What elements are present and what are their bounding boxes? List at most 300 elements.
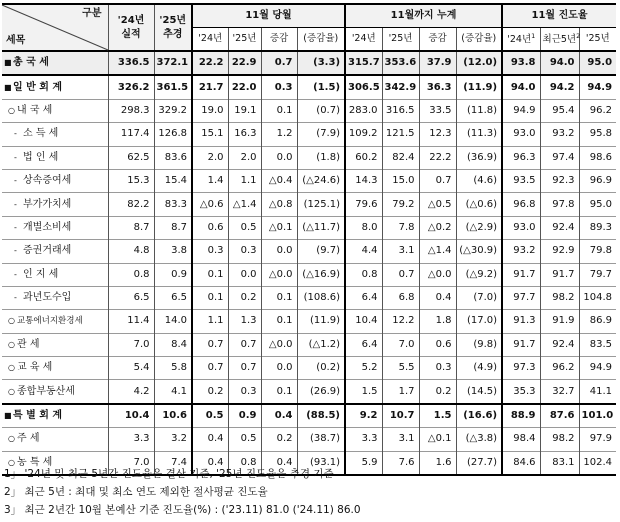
cell-cum-diff: △0.1 [419, 428, 456, 451]
row-label [2, 428, 108, 451]
square-bullet-icon: ■ [4, 411, 12, 421]
cell-rate-recent: 87.6 [540, 404, 579, 428]
cell-nov-diff: △0.8 [261, 193, 297, 216]
sub-rate-recent [540, 28, 579, 52]
sub-cum-diff: 증감 [419, 28, 456, 52]
sub-cum-pct: (증감율) [456, 28, 502, 52]
cell-rate-25: 96.9 [579, 169, 616, 192]
cell-nov-24: △0.6 [192, 193, 228, 216]
cell-nov-24: 0.6 [192, 216, 228, 239]
sub-cum-25: '25년 [382, 28, 419, 52]
cell-rate-recent: 92.3 [540, 169, 579, 192]
cell-cum-pct: (4.9) [456, 357, 502, 380]
cell-cum-diff: 0.3 [419, 357, 456, 380]
row-name: 특 별 회 계 [13, 410, 63, 422]
table-row [2, 146, 616, 169]
cell-cum-24: 4.4 [345, 240, 382, 263]
cell-cum-pct: (14.5) [456, 380, 502, 404]
row-name: 교통에너지환경세 [17, 316, 83, 327]
cell-25-supp: 8.7 [154, 216, 192, 239]
row-name: 내 국 세 [17, 104, 53, 116]
cell-nov-diff: 0.0 [261, 357, 297, 380]
cell-cum-diff: 33.5 [419, 99, 456, 122]
cell-cum-pct: (27.7) [456, 451, 502, 475]
cell-cum-pct: (4.6) [456, 169, 502, 192]
row-label [2, 193, 108, 216]
sub-nov-25: '25년 [228, 28, 261, 52]
cell-nov-25: 22.9 [228, 51, 261, 75]
cell-nov-pct: (△24.6) [297, 169, 345, 192]
sub-rate-25: '25년 [579, 28, 616, 52]
cell-nov-pct: (88.5) [297, 404, 345, 428]
cell-24-actual: 11.4 [108, 310, 154, 333]
cell-rate-25: 94.9 [579, 75, 616, 99]
cell-nov-25: 1.1 [228, 169, 261, 192]
cell-rate-25: 86.9 [579, 310, 616, 333]
cell-nov-24: 0.5 [192, 404, 228, 428]
cell-nov-24: 15.1 [192, 123, 228, 146]
cell-rate-recent: 91.7 [540, 263, 579, 286]
cell-cum-25: 1.7 [382, 380, 419, 404]
cell-rate-24: 96.8 [502, 193, 540, 216]
cell-nov-25: 0.3 [228, 240, 261, 263]
cell-25-supp: 83.6 [154, 146, 192, 169]
cell-nov-25: 1.3 [228, 310, 261, 333]
cell-24-actual: 4.8 [108, 240, 154, 263]
table-row [2, 169, 616, 192]
cell-rate-recent: 98.2 [540, 428, 579, 451]
cell-nov-24: 2.0 [192, 146, 228, 169]
cell-24-actual: 15.3 [108, 169, 154, 192]
tax-revenue-table [2, 3, 616, 476]
cell-nov-25: △1.4 [228, 193, 261, 216]
cell-cum-25: 3.1 [382, 240, 419, 263]
cell-24-actual: 5.4 [108, 357, 154, 380]
circle-bullet-icon: ○ [8, 363, 15, 373]
cell-nov-diff: △0.0 [261, 263, 297, 286]
cell-rate-25: 94.9 [579, 357, 616, 380]
table-row [2, 357, 616, 380]
cell-nov-25: 0.5 [228, 428, 261, 451]
cell-24-actual: 10.4 [108, 404, 154, 428]
cell-cum-24: 5.9 [345, 451, 382, 475]
row-label [2, 216, 108, 239]
cell-rate-25: 96.2 [579, 99, 616, 122]
row-label [2, 75, 108, 99]
cell-nov-25: 2.0 [228, 146, 261, 169]
row-label [2, 333, 108, 356]
sub-rate-recent-footnote: 2 [576, 32, 581, 41]
cell-nov-24: 0.4 [192, 451, 228, 475]
cell-25-supp: 0.9 [154, 263, 192, 286]
cell-nov-24: 19.0 [192, 99, 228, 122]
cell-cum-24: 315.7 [345, 51, 382, 75]
square-bullet-icon: ■ [4, 82, 12, 92]
cell-nov-pct: (93.1) [297, 451, 345, 475]
cell-cum-24: 3.3 [345, 428, 382, 451]
cell-rate-recent: 98.2 [540, 286, 579, 309]
cell-nov-25: 0.7 [228, 333, 261, 356]
cell-rate-recent: 96.2 [540, 357, 579, 380]
table-row [2, 123, 616, 146]
circle-bullet-icon: ○ [8, 105, 15, 115]
cell-cum-diff: 36.3 [419, 75, 456, 99]
cell-25-supp: 372.1 [154, 51, 192, 75]
cell-rate-24: 93.8 [502, 51, 540, 75]
cell-rate-recent: 83.1 [540, 451, 579, 475]
cell-nov-pct: (1.5) [297, 75, 345, 99]
cell-cum-25: 316.5 [382, 99, 419, 122]
cell-cum-25: 7.8 [382, 216, 419, 239]
cell-rate-24: 91.3 [502, 310, 540, 333]
cell-rate-24: 93.0 [502, 216, 540, 239]
cell-25-supp: 83.3 [154, 193, 192, 216]
cell-24-actual: 6.5 [108, 286, 154, 309]
cell-24-actual: 117.4 [108, 123, 154, 146]
corner-header [2, 4, 108, 51]
dash-bullet-icon: - [14, 269, 17, 279]
cell-rate-24: 93.5 [502, 169, 540, 192]
dash-bullet-icon: - [14, 176, 17, 186]
cell-nov-25: 19.1 [228, 99, 261, 122]
cell-rate-24: 96.3 [502, 146, 540, 169]
cell-cum-pct: (36.9) [456, 146, 502, 169]
cell-cum-24: 79.6 [345, 193, 382, 216]
sub-rate-24 [502, 28, 540, 52]
cell-nov-pct: (1.8) [297, 146, 345, 169]
cell-cum-25: 15.0 [382, 169, 419, 192]
cell-cum-diff: 1.5 [419, 404, 456, 428]
cell-nov-pct: (0.2) [297, 357, 345, 380]
cell-cum-25: 3.1 [382, 428, 419, 451]
row-label [2, 380, 108, 404]
cell-nov-pct: (7.9) [297, 123, 345, 146]
row-name: 종합부동산세 [17, 385, 75, 397]
row-name: 과년도수입 [23, 292, 72, 304]
row-name: 주 세 [17, 433, 40, 445]
cell-nov-pct: (△1.2) [297, 333, 345, 356]
row-name: 법 인 세 [23, 151, 59, 163]
table-row [2, 75, 616, 99]
cell-cum-pct: (16.6) [456, 404, 502, 428]
cell-cum-diff: 22.2 [419, 146, 456, 169]
cell-cum-25: 82.4 [382, 146, 419, 169]
cell-nov-diff: 0.4 [261, 404, 297, 428]
cell-nov-pct: (11.9) [297, 310, 345, 333]
row-name: 농 특 세 [17, 456, 53, 468]
cell-cum-pct: (11.8) [456, 99, 502, 122]
cell-nov-25: 0.7 [228, 357, 261, 380]
cell-rate-25: 95.0 [587, 57, 613, 69]
cell-cum-24: 109.2 [345, 123, 382, 146]
cell-nov-pct: (125.1) [297, 193, 345, 216]
corner-label-category: 구분 [82, 8, 102, 19]
square-bullet-icon: ■ [4, 58, 12, 68]
cell-cum-24: 10.4 [345, 310, 382, 333]
cell-25-supp: 361.5 [154, 75, 192, 99]
header-24-actual [108, 4, 154, 51]
row-name: 상속증여세 [23, 175, 72, 187]
cell-nov-24: 1.1 [192, 310, 228, 333]
cell-nov-24: 0.1 [192, 263, 228, 286]
row-name: 관 세 [17, 338, 40, 350]
cell-cum-diff: △1.4 [419, 240, 456, 263]
cell-cum-24: 5.2 [345, 357, 382, 380]
cell-nov-diff: 0.1 [261, 380, 297, 404]
cell-rate-25: 95.0 [579, 193, 616, 216]
cell-rate-25: 104.8 [579, 286, 616, 309]
cell-rate-24: 84.6 [502, 451, 540, 475]
sub-cum-24: '24년 [345, 28, 382, 52]
circle-bullet-icon: ○ [8, 434, 15, 444]
cell-24-actual: 62.5 [108, 146, 154, 169]
cell-nov-diff: 0.7 [261, 51, 297, 75]
dash-bullet-icon: - [14, 152, 17, 162]
cell-rate-25: 79.8 [579, 240, 616, 263]
cell-rate-25: 79.7 [579, 263, 616, 286]
sub-nov-pct: (증감율) [297, 28, 345, 52]
cell-nov-25: 16.3 [228, 123, 261, 146]
cell-rate-24: 91.7 [502, 263, 540, 286]
cell-nov-25: 0.9 [228, 404, 261, 428]
cell-cum-diff: 0.6 [419, 333, 456, 356]
cell-nov-24: 21.7 [192, 75, 228, 99]
cell-nov-pct: (0.7) [297, 99, 345, 122]
cell-cum-25: 0.7 [382, 263, 419, 286]
cell-24-actual: 3.3 [108, 428, 154, 451]
cell-cum-25: 12.2 [382, 310, 419, 333]
cell-rate-24: 93.2 [502, 240, 540, 263]
circle-bullet-icon: ○ [8, 339, 15, 349]
cell-cum-25: 79.2 [382, 193, 419, 216]
cell-nov-24: 0.4 [192, 428, 228, 451]
cell-cum-diff: 1.8 [419, 310, 456, 333]
sub-nov-diff: 증감 [261, 28, 297, 52]
cell-rate-25: 97.9 [579, 428, 616, 451]
row-label [2, 240, 108, 263]
cell-cum-pct: (12.0) [456, 51, 502, 75]
cell-nov-pct: (108.6) [297, 286, 345, 309]
row-label [2, 123, 108, 146]
cell-cum-diff: △0.0 [419, 263, 456, 286]
cell-24-actual: 326.2 [108, 75, 154, 99]
cell-cum-25: 342.9 [382, 75, 419, 99]
cell-nov-pct: (3.3) [297, 51, 345, 75]
cell-nov-diff: 0.1 [261, 310, 297, 333]
cell-cum-diff: △0.2 [419, 216, 456, 239]
table-row [2, 428, 616, 451]
cell-cum-pct: (△2.9) [456, 216, 502, 239]
cell-cum-25: 5.5 [382, 357, 419, 380]
cell-nov-diff: 0.3 [261, 75, 297, 99]
sub-rate-24-label: '24년 [507, 34, 532, 46]
table-row [2, 380, 616, 404]
cell-rate-25: 95.8 [579, 123, 616, 146]
cell-nov-diff: △0.0 [261, 333, 297, 356]
cell-cum-25: 121.5 [382, 123, 419, 146]
cell-rate-24: 94.9 [502, 99, 540, 122]
cell-nov-25: 0.8 [228, 451, 261, 475]
cell-nov-25: 0.0 [228, 263, 261, 286]
cell-24-actual: 298.3 [108, 99, 154, 122]
table-row [2, 193, 616, 216]
cell-nov-diff: 0.0 [261, 240, 297, 263]
cell-24-actual: 336.5 [108, 51, 154, 75]
cell-rate-25: 41.1 [579, 380, 616, 404]
cell-cum-pct: (11.3) [456, 123, 502, 146]
cell-rate-24: 91.7 [502, 333, 540, 356]
cell-cum-24: 306.5 [345, 75, 382, 99]
sub-rate-recent-label: 최근5년 [542, 34, 577, 46]
cell-cum-24: 6.4 [345, 286, 382, 309]
cell-rate-24: 94.0 [502, 75, 540, 99]
cell-cum-24: 1.5 [345, 380, 382, 404]
dash-bullet-icon: - [14, 199, 17, 209]
cell-rate-25: 98.6 [579, 146, 616, 169]
cell-nov-pct: (9.7) [297, 240, 345, 263]
cell-nov-24: 0.2 [192, 380, 228, 404]
cell-rate-recent: 97.4 [540, 146, 579, 169]
header-nov-cumulative: 11월까지 누계 [345, 4, 502, 28]
cell-cum-25: 7.0 [382, 333, 419, 356]
row-label [2, 99, 108, 122]
row-label [2, 263, 108, 286]
cell-nov-24: 22.2 [192, 51, 228, 75]
cell-25-supp: 14.0 [154, 310, 192, 333]
header-24-actual-label: 실적 [121, 28, 141, 40]
cell-cum-diff: 0.2 [419, 380, 456, 404]
cell-cum-diff: △0.5 [419, 193, 456, 216]
cell-25-supp: 126.8 [154, 123, 192, 146]
table-row [2, 404, 616, 428]
cell-nov-pct: (△11.7) [297, 216, 345, 239]
dash-bullet-icon: - [14, 293, 17, 303]
cell-cum-25: 6.8 [382, 286, 419, 309]
cell-25-supp: 10.6 [154, 404, 192, 428]
cell-nov-25: 0.2 [228, 286, 261, 309]
cell-24-actual: 82.2 [108, 193, 154, 216]
cell-cum-24: 6.4 [345, 333, 382, 356]
cell-rate-25: 102.4 [579, 451, 616, 475]
header-24-year: '24년 [117, 14, 145, 26]
cell-nov-diff: 0.1 [261, 99, 297, 122]
table-row [2, 310, 616, 333]
cell-24-actual: 8.7 [108, 216, 154, 239]
row-name: 총 국 세 [13, 57, 49, 69]
cell-cum-diff: 12.3 [419, 123, 456, 146]
cell-rate-24: 97.3 [502, 357, 540, 380]
cell-rate-recent: 95.4 [540, 99, 579, 122]
row-name: 부가가치세 [23, 198, 72, 210]
cell-nov-pct: (38.7) [297, 428, 345, 451]
cell-25-supp: 15.4 [154, 169, 192, 192]
cell-rate-24: 35.3 [502, 380, 540, 404]
dash-bullet-icon: - [14, 222, 17, 232]
cell-cum-25: 7.6 [382, 451, 419, 475]
cell-nov-25: 0.5 [228, 216, 261, 239]
cell-cum-diff: 1.6 [419, 451, 456, 475]
cell-rate-recent: 32.7 [540, 380, 579, 404]
cell-cum-pct: (△30.9) [456, 240, 502, 263]
dash-bullet-icon: - [14, 246, 17, 256]
cell-cum-24: 60.2 [345, 146, 382, 169]
table-row [2, 263, 616, 286]
cell-cum-pct: (9.8) [456, 333, 502, 356]
cell-nov-diff: △0.4 [261, 169, 297, 192]
cell-24-actual: 7.0 [108, 333, 154, 356]
cell-rate-25: 101.0 [579, 404, 616, 428]
cell-nov-24: 0.7 [192, 333, 228, 356]
footnote-1: 1」 '24년 및 최근 5년간 진도율은 결산 기준, '25년 진도율은 추경 기준 [4, 468, 334, 480]
footnotes [4, 465, 361, 519]
cell-25-supp: 8.4 [154, 333, 192, 356]
cell-nov-diff: △0.1 [261, 216, 297, 239]
cell-nov-24: 1.4 [192, 169, 228, 192]
header-nov-progress: 11월 진도율 [502, 4, 616, 28]
row-label [2, 169, 108, 192]
dash-bullet-icon: - [14, 129, 17, 139]
row-name: 소 득 세 [23, 128, 59, 140]
table-row [2, 99, 616, 122]
cell-cum-pct: (7.0) [456, 286, 502, 309]
cell-nov-24: 0.3 [192, 240, 228, 263]
cell-nov-diff: 0.2 [261, 428, 297, 451]
cell-24-actual: 4.2 [108, 380, 154, 404]
table-row [2, 240, 616, 263]
cell-25-supp: 4.1 [154, 380, 192, 404]
circle-bullet-icon: ○ [8, 457, 15, 467]
cell-rate-25: 83.5 [579, 333, 616, 356]
header-25-supp [154, 4, 192, 51]
circle-bullet-icon: ○ [8, 386, 15, 396]
row-label [2, 357, 108, 380]
cell-nov-diff: 0.1 [261, 286, 297, 309]
cell-nov-diff: 0.4 [261, 451, 297, 475]
corner-label-item: 세목 [6, 35, 26, 46]
cell-rate-recent: 92.4 [540, 216, 579, 239]
cell-cum-pct: (△0.6) [456, 193, 502, 216]
cell-rate-recent: 92.4 [540, 333, 579, 356]
cell-cum-24: 8.0 [345, 216, 382, 239]
row-label [2, 404, 108, 428]
cell-rate-recent: 93.2 [540, 123, 579, 146]
row-name: 증권거래세 [23, 245, 72, 257]
sub-rate-24-footnote: 1 [531, 32, 536, 41]
cell-rate-24: 88.9 [502, 404, 540, 428]
circle-bullet-icon: ○ [8, 316, 15, 326]
cell-nov-diff: 1.2 [261, 123, 297, 146]
cell-25-supp: 3.2 [154, 428, 192, 451]
cell-cum-24: 0.8 [345, 263, 382, 286]
table-row [2, 286, 616, 309]
table-body [2, 51, 616, 475]
cell-cum-diff: 0.4 [419, 286, 456, 309]
cell-25-supp: 5.8 [154, 357, 192, 380]
cell-25-supp: 6.5 [154, 286, 192, 309]
footnote-3: 3」 최근 2년간 10월 본예산 기준 진도율(%) : ('23.11) 81.0 ('24.11) 86.0 [4, 504, 361, 516]
cell-cum-diff: 37.9 [419, 51, 456, 75]
cell-rate-recent: 92.9 [540, 240, 579, 263]
cell-rate-24: 98.4 [502, 428, 540, 451]
cell-24-actual: 7.0 [108, 451, 154, 475]
cell-rate-24: 93.0 [502, 123, 540, 146]
cell-cum-diff: 0.7 [419, 169, 456, 192]
cell-rate-recent: 91.9 [540, 310, 579, 333]
table-row [2, 216, 616, 239]
footnote-2: 2」 최근 5년 : 최대 및 최소 연도 제외한 절사평균 진도율 [4, 486, 268, 498]
cell-cum-pct: (17.0) [456, 310, 502, 333]
table-row [2, 333, 616, 356]
